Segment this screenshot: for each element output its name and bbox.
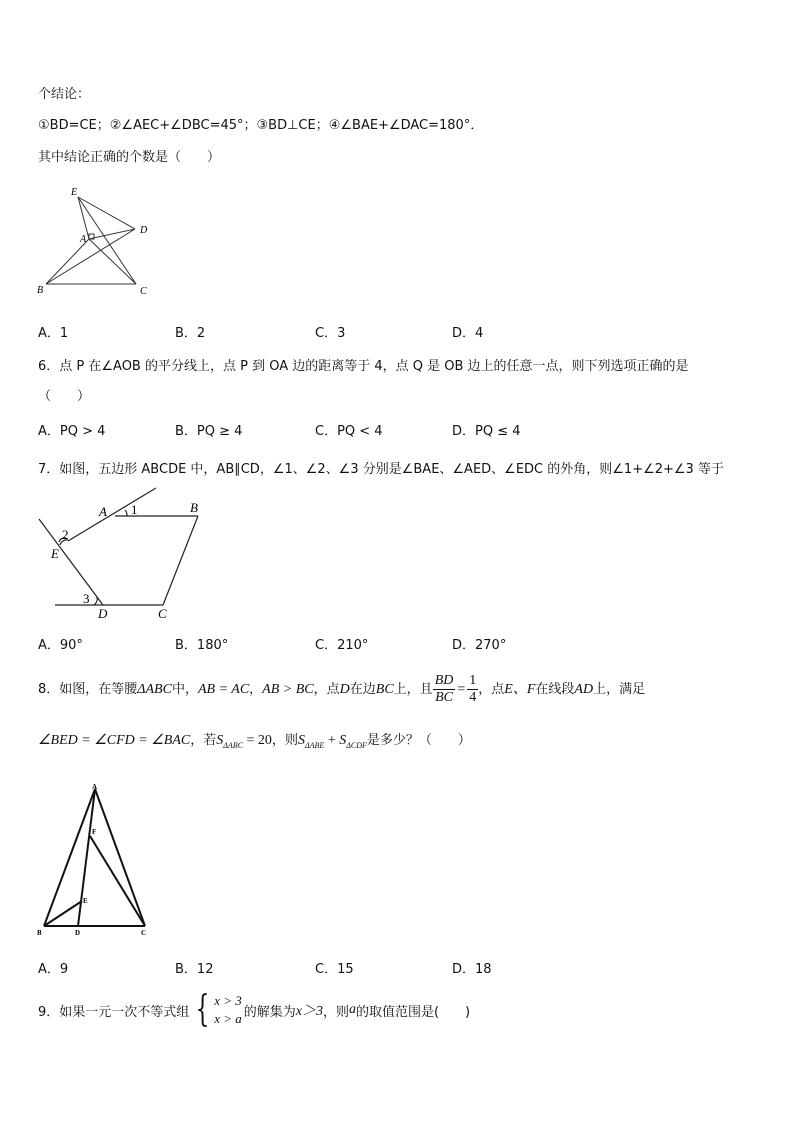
q8-text-b: 中， (171, 682, 198, 697)
q6-option-b: B．PQ ≥ 4 (175, 424, 243, 439)
q8-area-s2-sub: ΔCDF (346, 740, 367, 750)
q8-option-c: C．15 (315, 962, 354, 977)
q8-frac2-numerator: 1 (469, 673, 477, 688)
q7-option-a: A．90° (38, 638, 83, 653)
q7-option-c: C．210° (315, 638, 369, 653)
q8-angle-equality: ∠BED = ∠CFD = ∠BAC (38, 733, 191, 748)
q7-label-e: E (51, 546, 59, 561)
q9-inequality-system (191, 989, 242, 1030)
q5-option-a: A．1 (38, 326, 69, 341)
q8-sep: ， (249, 682, 263, 697)
q8-triangle-abc: ΔABC (137, 682, 172, 697)
q8-area-sub: ΔABC (223, 740, 244, 750)
q9-line (38, 988, 470, 1032)
q8-text-e: 上，且 (393, 682, 433, 697)
q5-intro: 个结论： (38, 87, 91, 102)
q8-point-d: D (339, 682, 350, 697)
q8-condition-2: AB > BC (262, 682, 314, 697)
q5-label-b: B (37, 285, 44, 296)
q6-line2: （ ） (38, 389, 91, 404)
q9-inequality-2: x > a (214, 1011, 242, 1026)
q8-text-then: ，则 (271, 733, 298, 748)
q8-option-b: B．12 (175, 962, 214, 977)
q8-text-h: 上，满足 (593, 682, 646, 697)
q9-text-c: ，则 (322, 1004, 349, 1020)
q7-label-1: 1 (131, 502, 138, 517)
q8-option-d: D．18 (452, 962, 492, 977)
q8-text-g: 在线段 (535, 682, 575, 697)
q8-area-s2: S (339, 733, 347, 748)
q8-option-a: A．9 (38, 962, 69, 977)
q8-segment-bc: BC (375, 682, 394, 697)
q8-frac-denominator: BC (435, 690, 453, 705)
q8-plus: + (324, 733, 340, 748)
q8-label-d: D (75, 929, 81, 937)
q7-label-2: 2 (62, 527, 69, 542)
q9-text-b: 的解集为 (243, 1004, 296, 1020)
q8-frac2-denominator: 4 (469, 690, 477, 705)
q7-label-d: D (98, 606, 108, 621)
q8-label-e: E (83, 897, 88, 905)
q7-label-3: 3 (83, 591, 90, 606)
q6-line1: 6．点 P 在∠AOB 的平分线上，点 P 到 OA 边的距离等于 4，点 Q 是 OB 边上的任意一点，则下列选项正确的是 (38, 359, 689, 374)
q8-figure (32, 778, 162, 940)
q8-text-f: ，点 (478, 682, 505, 697)
q9-inequality-1: x > 3 (214, 993, 242, 1008)
q6-option-d: D．PQ ≤ 4 (452, 424, 521, 439)
q8-text-d: 在边 (349, 682, 376, 697)
q7-label-c: C (158, 606, 167, 621)
q8-area-sum (298, 733, 367, 748)
q8-label-f: F (92, 828, 97, 836)
q8-area-given (216, 733, 272, 748)
q5-label-a: A (80, 234, 87, 245)
q8-points-ef: E、F (504, 682, 536, 697)
q9-text-d: 的取值范围是( ) (355, 1004, 471, 1020)
q8-line2 (38, 732, 471, 755)
q7-option-d: D．270° (452, 638, 507, 653)
q8-fraction-bd-bc (433, 673, 456, 706)
q7-label-b: B (190, 500, 198, 515)
q7-text: 7．如图，五边形 ABCDE 中，AB∥CD，∠1、∠2、∠3 分别是∠BAE、∠AED、∠EDC 的外角，则∠1+∠2+∠3 等于 (38, 462, 724, 477)
q8-text-c: ，点 (313, 682, 340, 697)
q7-option-b: B．180° (175, 638, 229, 653)
q8-label-b: B (37, 929, 42, 937)
q8-label-a: A (92, 783, 98, 791)
q8-segment-ad: AD (574, 682, 594, 697)
q5-option-c: C．3 (315, 326, 346, 341)
q5-label-d: D (140, 225, 148, 236)
q7-label-a: A (99, 504, 107, 519)
q8-equals: = (457, 682, 466, 697)
q5-option-d: D．4 (452, 326, 484, 341)
q5-label-c: C (140, 286, 147, 297)
q8-label-c: C (141, 929, 147, 937)
q5-question: 其中结论正确的个数是（ ） (38, 150, 221, 165)
q8-line1 (38, 668, 645, 712)
q6-option-a: A．PQ > 4 (38, 424, 106, 439)
q8-area-s1: S (297, 733, 305, 748)
q8-frac-numerator: BD (434, 673, 454, 688)
q5-figure (30, 180, 160, 305)
q9-solution: x＞3 (295, 1004, 323, 1019)
q5-conclusions: ①BD=CE；②∠AEC+∠DBC=45°；③BD⊥CE；④∠BAE+∠DAC=180°． (38, 118, 484, 133)
q6-option-c: C．PQ < 4 (315, 424, 383, 439)
q8-text-question: 是多少？（ ） (366, 733, 471, 748)
q8-area-value: = 20 (243, 733, 272, 748)
q8-area-s: S (216, 733, 224, 748)
q7-figure (30, 482, 230, 624)
left-brace-icon: { (195, 989, 210, 1030)
q8-text-a: 8．如图，在等腰 (38, 682, 138, 697)
q5-option-b: B．2 (175, 326, 206, 341)
q8-condition-1: AB = AC (197, 682, 250, 697)
q9-variable-a: a (348, 1002, 356, 1017)
q8-area-s1-sub: ΔABE (304, 740, 325, 750)
q8-fraction-1-4 (467, 673, 478, 706)
q5-label-e: E (71, 187, 78, 198)
q9-text-a: 9．如果一元一次不等式组 (38, 1004, 190, 1020)
q8-text-if: ，若 (190, 733, 217, 748)
